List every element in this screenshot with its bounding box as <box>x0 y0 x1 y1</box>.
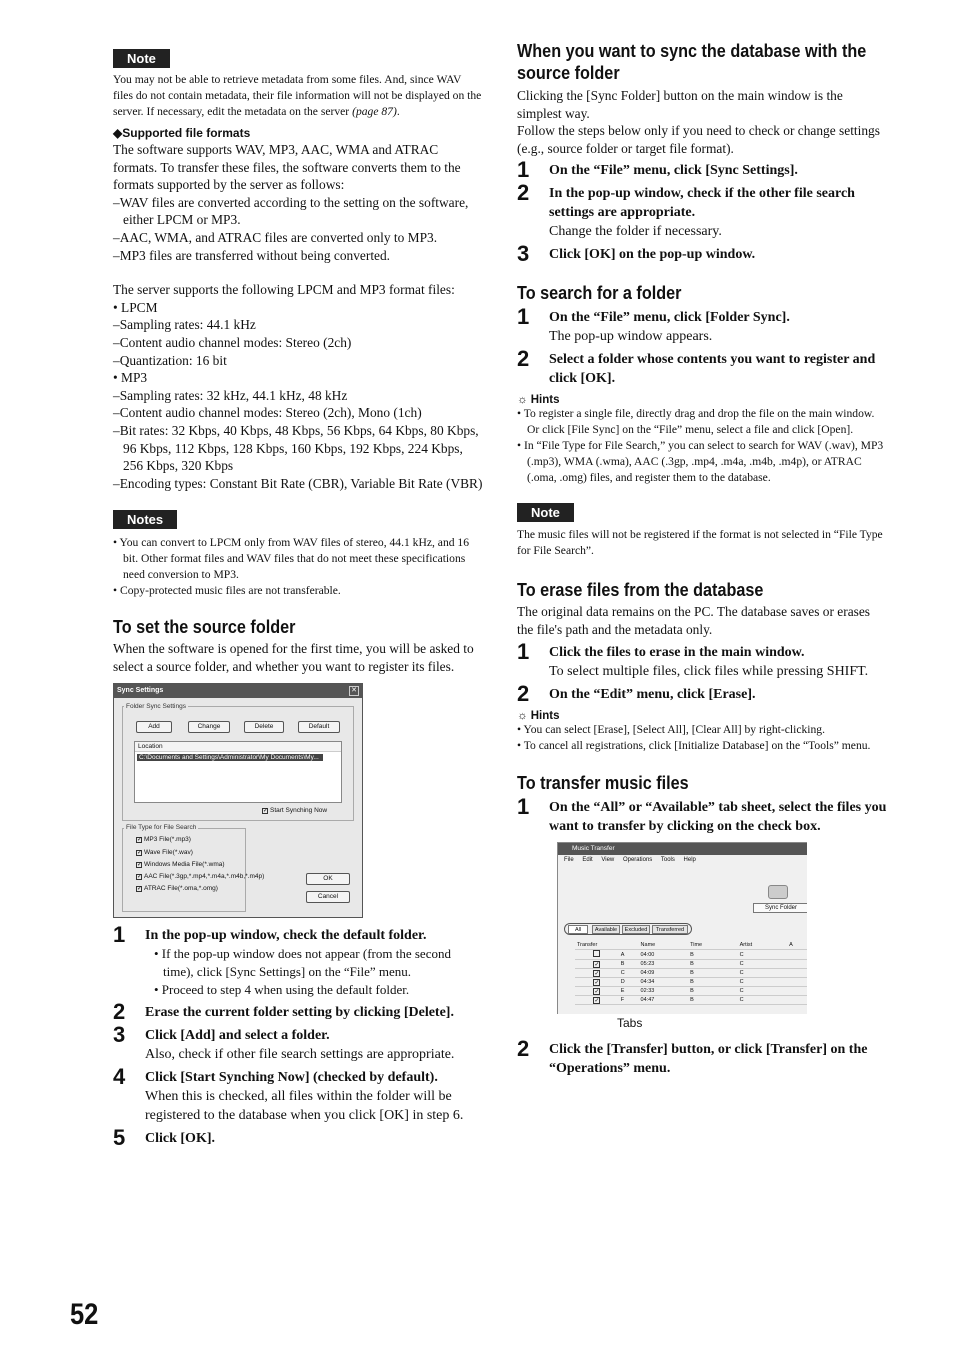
hint-item: • You can select [Erase], [Select All], [Clear All] by right-clicking. <box>517 722 825 736</box>
notes-label: Notes <box>113 510 177 529</box>
step-number: 5 <box>113 1125 126 1151</box>
menu-view[interactable]: View <box>601 856 615 863</box>
step-number: 3 <box>113 1022 126 1048</box>
checkbox-checked-icon: ✓ <box>137 849 143 856</box>
step-number: 1 <box>113 922 126 948</box>
folder-sync-group-title: Folder Sync Settings <box>126 703 186 711</box>
folder-icon <box>768 885 788 899</box>
cell-album: C <box>738 996 788 1005</box>
hints-heading: ☼ Hints <box>517 709 560 722</box>
cell-time: 04:00 <box>639 950 689 960</box>
lightbulb-icon: ☼ <box>517 709 531 722</box>
erase-hints <box>517 722 889 754</box>
source-steps <box>113 922 483 1151</box>
row-checkbox[interactable]: ✓ <box>594 997 600 1004</box>
file-type-checkbox[interactable]: ✓ ATRAC File(*.oma,*.omg) <box>137 885 218 893</box>
cell-album: C <box>738 960 788 969</box>
step-title: On the “Edit” menu, click [Erase]. <box>549 686 756 702</box>
step-text: Also, check if other file search settings are appropriate. <box>145 1047 455 1063</box>
row-checkbox[interactable]: ✓ <box>594 979 600 986</box>
cell-name: E <box>619 987 639 996</box>
menu-file[interactable]: File <box>564 856 574 863</box>
file-type-checkbox[interactable]: ✓ Windows Media File(*.wma) <box>137 861 225 869</box>
hint-item: • To cancel all registrations, click [Initialize Database] on the “Tools” menu. <box>517 738 871 752</box>
hints-heading: ☼ Hints <box>517 394 560 407</box>
file-type-checkbox[interactable]: ✓ MP3 File(*.mp3) <box>137 836 191 844</box>
format-list <box>113 194 483 264</box>
step-number: 1 <box>517 793 530 819</box>
checkbox-checked-icon: ✓ <box>137 861 143 868</box>
file-table <box>575 941 807 1006</box>
step-number: 2 <box>517 180 530 206</box>
erase-steps <box>517 638 889 706</box>
format-item: –WAV files are converted according to the setting on the software, either LPCM or MP3. <box>113 194 469 228</box>
step-bullet: • Proceed to step 4 when using the default folder. <box>154 982 410 998</box>
sync-intro: Follow the steps below only if you need to check or change settings (e.g., source folder or target file format). <box>517 123 880 156</box>
note-text: The music files will not be registered if the format is not selected in “File Type for File Search”. <box>517 528 883 558</box>
file-type-checkbox[interactable]: ✓ AAC File(*.3gp,*.mp4,*.m4a,*.m4b,*.m4p) <box>137 873 265 881</box>
search-heading: To search for a folder <box>517 283 682 304</box>
server-item: –Quantization: 16 bit <box>113 352 227 368</box>
sync-steps <box>517 157 889 267</box>
notes-item: • Copy-protected music files are not transferable. <box>113 584 341 598</box>
location-header: Location <box>135 742 341 752</box>
cell-name: C <box>619 969 639 978</box>
cell-time: 04:09 <box>639 969 689 978</box>
step-bullet: • If the pop-up window does not appear (from the second time), click [Sync Settings] on the “File” menu. <box>154 946 451 980</box>
step <box>517 346 889 388</box>
step <box>113 999 483 1025</box>
step-number: 1 <box>517 304 530 330</box>
note-text: You may not be able to retrieve metadata from some files. And, since WAV files do not contain metadata, their file information will not be displayed on the server. If necessary, edit the metadata on the server (page 87). <box>113 73 482 118</box>
row-checkbox[interactable]: ✓ <box>594 970 600 977</box>
table-row[interactable] <box>575 978 807 987</box>
formats-intro: The software supports WAV, MP3, AAC, WMA and ATRAC formats. To transfer these files, the software converts them to the formats supported by the server as follows: <box>113 142 461 193</box>
table-row[interactable] <box>575 987 807 996</box>
tabs-caption: Tabs <box>617 1015 643 1030</box>
step-title: On the “All” or “Available” tab sheet, select the files you want to transfer by clicking on the check box. <box>549 799 887 834</box>
menu-operations[interactable]: Operations <box>622 856 653 863</box>
cell-time: 04:47 <box>639 996 689 1005</box>
add-button[interactable]: Add <box>136 721 172 733</box>
step <box>517 1035 889 1078</box>
step-number: 2 <box>113 999 126 1025</box>
step-number: 1 <box>517 157 530 183</box>
formats-heading: ◆Supported file formats <box>113 126 251 140</box>
location-list[interactable] <box>134 741 342 803</box>
music-transfer-window <box>557 842 807 1014</box>
server-item: –Sampling rates: 32 kHz, 44.1 kHz, 48 kHz <box>113 387 348 403</box>
sync-heading: When you want to sync the database with the source folder <box>517 41 867 83</box>
step-title: On the “File” menu, click [Sync Settings]. <box>549 163 798 179</box>
table-row[interactable] <box>575 969 807 978</box>
row-checkbox[interactable] <box>593 950 600 957</box>
file-type-checkbox[interactable]: ✓ Wave File(*.wav) <box>137 849 193 857</box>
format-item: –MP3 files are transferred without being converted. <box>113 247 391 263</box>
format-item: –AAC, WMA, and ATRAC files are converted only to MP3. <box>113 229 438 245</box>
step-title: Click [OK]. <box>145 1131 215 1147</box>
step <box>113 1064 483 1125</box>
server-item: –Content audio channel modes: Stereo (2ch), Mono (1ch) <box>113 405 422 421</box>
page-ref-link[interactable]: (page 87) <box>352 105 397 118</box>
cell-album: C <box>738 950 788 960</box>
step-title: Click the files to erase in the main window. <box>549 644 805 660</box>
step <box>517 157 889 183</box>
window-title: Music Transfer <box>558 843 807 855</box>
step-number: 2 <box>517 1035 530 1061</box>
checkbox-checked-icon: ✓ <box>137 873 143 880</box>
row-checkbox[interactable]: ✓ <box>594 961 600 968</box>
tab-all[interactable]: All <box>568 925 588 934</box>
tab-transferred[interactable]: Transferred <box>652 925 688 934</box>
source-folder-intro: When the software is opened for the first time, you will be asked to select a source folder, and whether you want to register its files. <box>113 641 474 674</box>
cell-artist: B <box>688 978 738 987</box>
table-row[interactable] <box>575 996 807 1005</box>
table-header <box>575 941 807 950</box>
cell-time: 05:23 <box>639 960 689 969</box>
server-item: –Content audio channel modes: Stereo (2ch) <box>113 334 352 350</box>
notes-list <box>113 535 483 599</box>
search-steps <box>517 304 889 388</box>
checkbox-checked-icon: ✓ <box>263 807 269 814</box>
left-column <box>113 46 483 1151</box>
col-album[interactable]: A <box>787 941 807 950</box>
col-time[interactable]: Time <box>688 941 738 950</box>
step-number: 3 <box>517 241 530 267</box>
step-text: To select multiple files, click files while pressing SHIFT. <box>549 663 869 679</box>
cell-album: C <box>738 969 788 978</box>
cell-album: C <box>738 987 788 996</box>
step-title: On the “File” menu, click [Folder Sync]. <box>549 310 790 326</box>
location-value[interactable]: C:\Documents and Settings\Administrator\My Documents\My... <box>137 754 323 761</box>
step-text: When this is checked, all files within the folder will be registered to the database when you click [OK] in step 6. <box>145 1089 464 1124</box>
search-hints <box>517 406 889 486</box>
row-checkbox[interactable]: ✓ <box>594 988 600 995</box>
erase-intro: The original data remains on the PC. The database saves or erases the file's path and the metadata only. <box>517 604 871 637</box>
step-title: Click the [Transfer] button, or click [Transfer] on the “Operations” menu. <box>549 1041 868 1076</box>
cell-time: 02:33 <box>639 987 689 996</box>
hint-item: • In “File Type for File Search,” you can select to search for WAV (.wav), MP3 (.mp3), WMA (.wma), AAC (.3gp, .mp4, .m4a, .m4b, .m4p), or ATRAC (.oma, .omg) files, and register them to the database. <box>517 439 884 485</box>
tab-excluded[interactable]: Excluded <box>622 925 650 934</box>
dialog-title: Sync Settings <box>114 684 362 698</box>
sync-folder-button[interactable]: Sync Folder <box>753 903 807 913</box>
step <box>113 922 483 999</box>
right-column <box>517 40 889 1078</box>
step-title: Erase the current folder setting by clicking [Delete]. <box>145 1005 454 1021</box>
step-title: Select a folder whose contents you want to register and click [OK]. <box>549 352 876 387</box>
cell-artist: B <box>688 987 738 996</box>
cell-artist: B <box>688 950 738 960</box>
ok-button[interactable]: OK <box>306 873 350 885</box>
col-transfer[interactable]: Transfer <box>575 941 619 950</box>
step-title: In the pop-up window, check if the other file search settings are appropriate. <box>549 186 855 221</box>
transfer-heading: To transfer music files <box>517 772 689 793</box>
cell-name: A <box>619 950 639 960</box>
col-name[interactable]: Name <box>639 941 689 950</box>
close-icon[interactable]: ✕ <box>349 686 359 696</box>
menu-edit[interactable]: Edit <box>582 856 593 863</box>
default-button[interactable]: Default <box>298 721 340 733</box>
step <box>517 793 889 836</box>
step-title: Click [Start Synching Now] (checked by default). <box>145 1070 438 1086</box>
step <box>113 1022 483 1064</box>
cell-album: C <box>738 978 788 987</box>
step-title: In the pop-up window, check the default folder. <box>145 928 427 944</box>
sync-settings-dialog <box>113 683 363 918</box>
note-label: Note <box>113 49 170 68</box>
tab-available[interactable]: Available <box>592 925 620 934</box>
step-text: The pop-up window appears. <box>549 329 713 345</box>
table-row[interactable] <box>575 950 807 960</box>
step <box>517 304 889 346</box>
cell-name: D <box>619 978 639 987</box>
col-blank <box>619 941 639 950</box>
step-number: 2 <box>517 346 530 372</box>
cell-time: 04:34 <box>639 978 689 987</box>
server-intro: The server supports the following LPCM and MP3 format files: <box>113 282 455 298</box>
cell-artist: B <box>688 969 738 978</box>
step-title: Click [Add] and select a folder. <box>145 1028 330 1044</box>
step <box>517 241 889 267</box>
step <box>517 680 889 706</box>
col-artist[interactable]: Artist <box>738 941 788 950</box>
menu-bar <box>558 855 807 866</box>
cancel-button[interactable]: Cancel <box>306 891 350 903</box>
step-number: 1 <box>517 638 530 664</box>
menu-help[interactable]: Help <box>683 856 696 863</box>
table-row[interactable] <box>575 960 807 969</box>
menu-tools[interactable]: Tools <box>660 856 675 863</box>
delete-button[interactable]: Delete <box>244 721 284 733</box>
change-button[interactable]: Change <box>188 721 230 733</box>
page-number: 52 <box>70 1298 99 1331</box>
server-list <box>113 299 483 493</box>
start-synching-checkbox[interactable]: ✓ Start Synching Now <box>263 807 328 815</box>
checkbox-checked-icon: ✓ <box>137 836 143 843</box>
cell-artist: B <box>688 996 738 1005</box>
notes-item: • You can convert to LPCM only from WAV files of stereo, 44.1 kHz, and 16 bit. Other format files and WAV files that do not meet these specifications need conversion to MP3. <box>113 536 470 582</box>
note-label: Note <box>517 503 574 522</box>
step <box>517 180 889 241</box>
server-item: • MP3 <box>113 370 148 386</box>
hint-item: • To register a single file, directly drag and drop the file on the main window. Or click [File Sync] on the “File” menu, select a file and click [Open]. <box>517 407 875 437</box>
sync-intro: Clicking the [Sync Folder] button on the main window is the simplest way. <box>517 88 843 121</box>
server-item: –Bit rates: 32 Kbps, 40 Kbps, 48 Kbps, 56 Kbps, 64 Kbps, 80 Kbps, 96 Kbps, 112 Kbps, 128 Kbps, 160 Kbps, 192 Kbps, 224 Kbps, 256 Kbps, 320 Kbps <box>113 422 479 474</box>
checkbox-checked-icon: ✓ <box>137 885 143 892</box>
server-item: –Sampling rates: 44.1 kHz <box>113 317 256 333</box>
step <box>517 638 889 681</box>
step-number: 4 <box>113 1064 126 1090</box>
source-folder-heading: To set the source folder <box>113 617 296 638</box>
step <box>113 1125 483 1151</box>
cell-name: F <box>619 996 639 1005</box>
server-item: • LPCM <box>113 299 158 315</box>
step-number: 2 <box>517 680 530 706</box>
cell-artist: B <box>688 960 738 969</box>
file-type-group-title: File Type for File Search <box>126 824 197 832</box>
cell-name: B <box>619 960 639 969</box>
server-item: –Encoding types: Constant Bit Rate (CBR), Variable Bit Rate (VBR) <box>113 475 483 491</box>
step-text: Change the folder if necessary. <box>549 224 722 240</box>
step-title: Click [OK] on the pop-up window. <box>549 247 756 263</box>
erase-heading: To erase files from the database <box>517 580 764 601</box>
lightbulb-icon: ☼ <box>517 394 531 407</box>
